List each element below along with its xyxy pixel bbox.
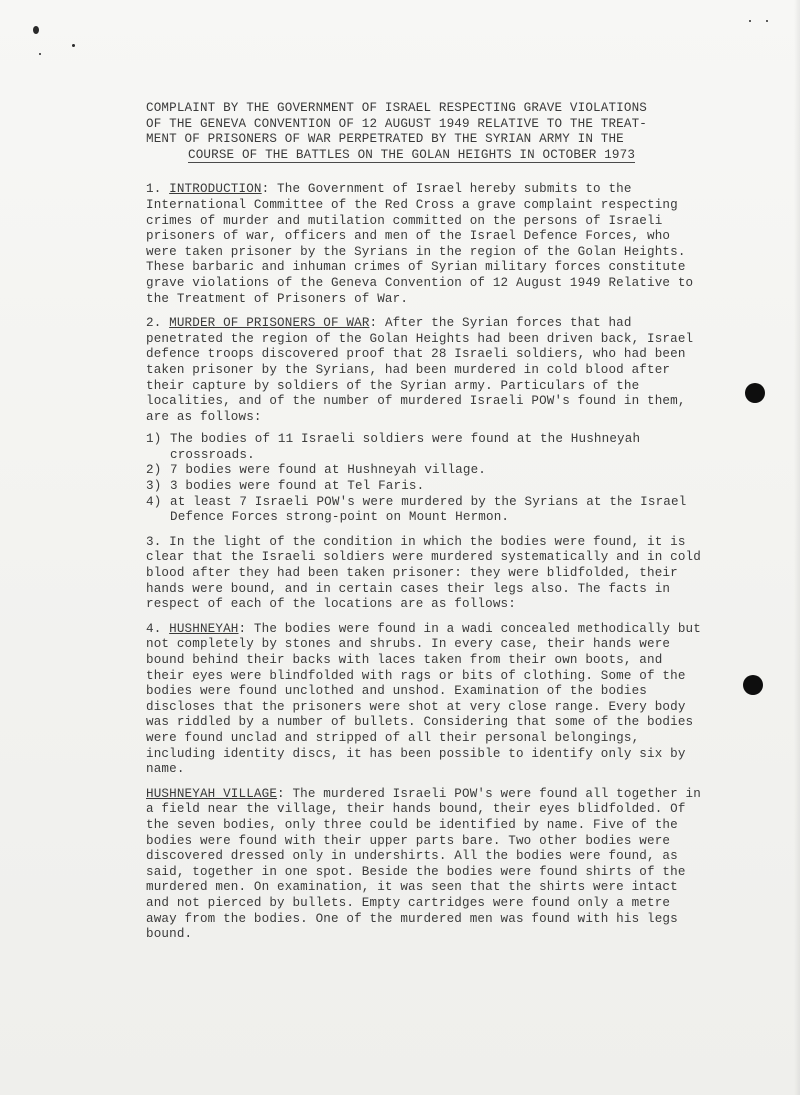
- section-heading: INTRODUCTION: [169, 182, 262, 197]
- list-item-text: The bodies of 11 Israeli soldiers were found at the Hushneyah crossroads.: [170, 432, 641, 462]
- list-item: [146, 463, 706, 479]
- title-line: OF THE GENEVA CONVENTION OF 12 AUGUST 1949 RELATIVE TO THE TREAT-: [146, 116, 647, 131]
- section-hushneyah-village: [146, 787, 706, 943]
- scan-speck: [33, 26, 39, 34]
- list-item: [146, 479, 706, 495]
- section-heading: HUSHNEYAH: [169, 621, 239, 636]
- list-item-number: 2): [146, 463, 162, 478]
- list-item: [146, 495, 706, 526]
- section-text: : The Government of Israel hereby submits to the International Committee of the Red Cross a grave complaint respecting crimes of murder and mutilation committed on the persons of Israeli prisoners of war, officers and men of the Israel Defence Forces, who were taken prisoner by the Syrians in the region of the Golan Heights. These barbaric and inhuman crimes of Syrian military forces constitute grave violations of the Geneva Convention of 12 August 1949 Relative to the Treatment of Prisoners of War.: [146, 182, 694, 306]
- section-condition: [146, 535, 706, 613]
- section-text: In the light of the condition in which the bodies were found, it is clear that the Israeli soldiers were murdered systematically and in cold blood after they had been taken prisoner: they were blidfolded, their hands were bound, and in certain cases their legs also. The facts in respect of each of the locations are as follows:: [146, 534, 701, 612]
- list-item-number: 4): [146, 494, 162, 509]
- section-murder-of-prisoners: [146, 316, 706, 425]
- section-text: : After the Syrian forces that had penetrated the region of the Golan Heights had been driven back, Israel defence troops discovered proof that 28 Israeli soldiers, who had been taken prisoner by the Syrians, had been murdered in cold blood after their capture by soldiers of the Syrian army. Particulars of the localities, and of the number of murdered Israeli POW's found in them, are as follows:: [146, 316, 694, 424]
- section-heading: HUSHNEYAH VILLAGE: [146, 786, 278, 801]
- section-text: : The murdered Israeli POW's were found all together in a field near the village, their hands bound, their eyes blidfolded. Of the seven bodies, only three could be identified by name. Five of the bodies were found with their upper parts bare. Two other bodies were discovered dressed only in undershirts. All the bodies were found, as said, together in one spot. Beside the bodies were found shirts of the murdered men. On examination, it was seen that the shirts were intact and not pierced by bullets. Empty cartridges were found only a metre away from the bodies. One of the murdered men was found with his legs bound.: [146, 786, 701, 942]
- document-body: [146, 101, 706, 952]
- section-hushneyah: [146, 622, 706, 778]
- section-heading: MURDER OF PRISONERS OF WAR: [169, 316, 370, 331]
- scan-speck: [749, 20, 751, 22]
- title-line: [146, 148, 706, 164]
- list-item-text: 3 bodies were found at Tel Faris.: [170, 479, 425, 494]
- scan-speck: [766, 20, 768, 22]
- punch-hole-lower: [743, 675, 763, 695]
- section-number: 4.: [146, 621, 162, 636]
- locations-list: [146, 432, 706, 526]
- document-title: [146, 101, 706, 163]
- section-text: : The bodies were found in a wadi concealed methodically but not completely by stones and shrubs. In every case, their hands were bound behind their backs with laces taken from their own boots, and their eyes were blindfolded with rags or bits of clothing. Some of the bodies were found unclothed and unshod. Examination of the bodies discloses that the prisoners were shot at very close range. Every body was riddled by a number of bullets. Considering that some of the bodies were found unclad and stripped of all their personal belongings, including identity discs, it has been possible to identify only six by name.: [146, 621, 701, 777]
- list-item-number: 1): [146, 432, 162, 447]
- title-line: MENT OF PRISONERS OF WAR PERPETRATED BY THE SYRIAN ARMY IN THE: [146, 132, 624, 147]
- page-edge-shadow: [794, 0, 800, 1095]
- section-introduction: [146, 182, 706, 307]
- list-item-text: at least 7 Israeli POW's were murdered by the Syrians at the Israel Defence Forces strong-point on Mount Hermon.: [170, 494, 687, 525]
- section-number: 3.: [146, 534, 162, 549]
- list-item-number: 3): [146, 479, 162, 494]
- list-item-text: 7 bodies were found at Hushneyah village.: [170, 463, 487, 478]
- title-line: COMPLAINT BY THE GOVERNMENT OF ISRAEL RESPECTING GRAVE VIOLATIONS: [146, 101, 647, 115]
- section-number: 1.: [146, 182, 162, 197]
- scan-speck: [72, 44, 75, 47]
- list-item: [146, 432, 706, 463]
- section-number: 2.: [146, 316, 162, 331]
- scan-speck: [39, 53, 41, 55]
- title-line-underlined: COURSE OF THE BATTLES ON THE GOLAN HEIGHTS IN OCTOBER 1973: [188, 147, 636, 162]
- punch-hole-upper: [745, 383, 765, 403]
